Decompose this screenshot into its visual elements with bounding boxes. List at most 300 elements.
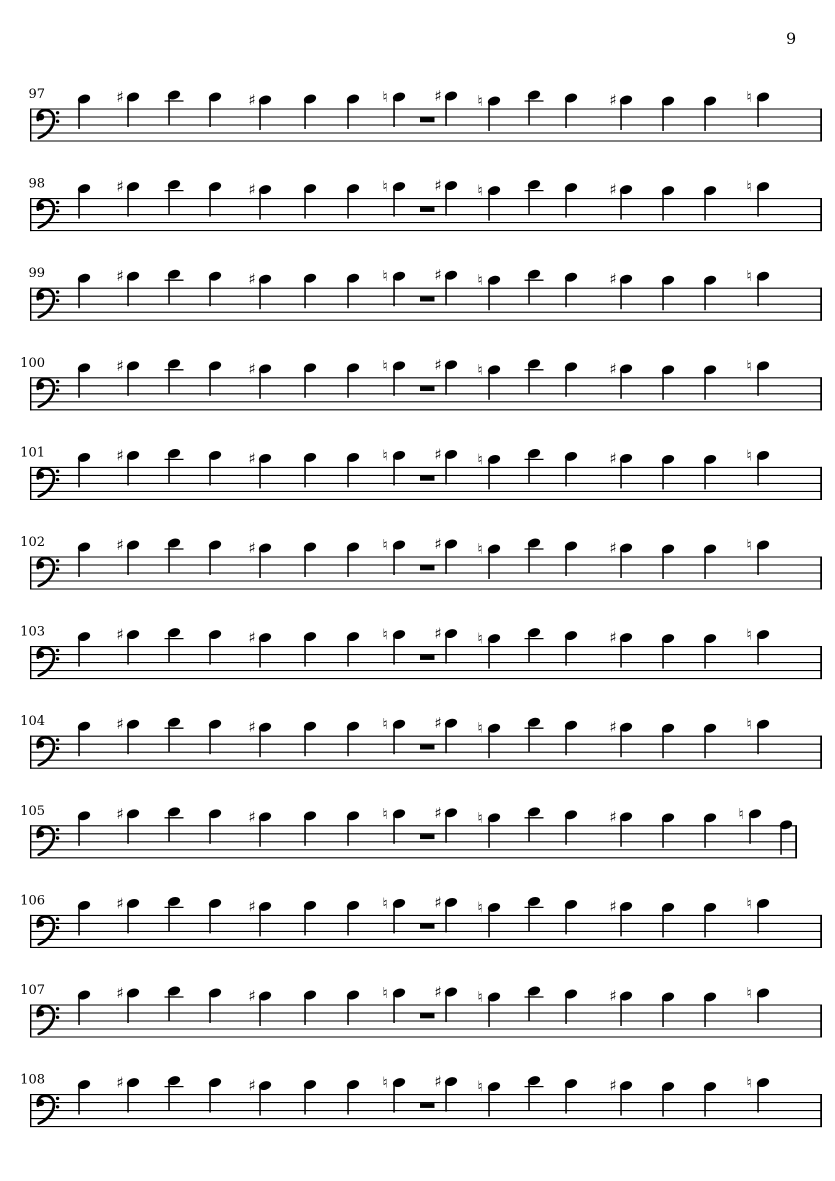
- bass-clef-icon: [37, 289, 59, 317]
- note-stem: [780, 825, 782, 855]
- barline-final: [820, 736, 822, 769]
- note-stem: [347, 457, 349, 487]
- note-stem: [78, 995, 80, 1025]
- natural-accidental-icon: ♮: [746, 536, 752, 554]
- measure-number: 99: [28, 266, 45, 282]
- bass-clef-blob: [37, 114, 44, 121]
- note-stem: [209, 635, 211, 665]
- sharp-accidental-icon: ♯: [248, 987, 256, 1005]
- sharp-accidental-icon: ♯: [434, 624, 442, 643]
- bass-clef-icon: [37, 200, 59, 228]
- note-stem: [304, 547, 306, 577]
- note-stem: [445, 813, 447, 843]
- note-stem: [259, 1086, 261, 1116]
- note-stem: [168, 185, 170, 215]
- note-stem: [168, 633, 170, 663]
- note-stem: [565, 98, 567, 128]
- barline-left: [30, 1005, 31, 1038]
- bass-clef-icon: [37, 110, 59, 138]
- sharp-accidental-icon: ♯: [248, 807, 256, 826]
- note-stem: [304, 189, 306, 219]
- note-stem: [528, 95, 530, 125]
- note-stem: [347, 99, 349, 129]
- note-stem: [347, 189, 349, 219]
- note-stem: [259, 458, 261, 488]
- note-stem: [528, 633, 530, 663]
- note-stem: [304, 368, 306, 398]
- note-stem: [78, 726, 80, 756]
- sharp-accidental-icon: ♯: [434, 535, 442, 553]
- whole-rest: [420, 476, 435, 481]
- note-stem: [704, 997, 706, 1027]
- note-stem: [393, 455, 395, 485]
- sharp-accidental-icon: ♯: [609, 449, 617, 468]
- sharp-accidental-icon: ♯: [609, 807, 617, 826]
- note-stem: [347, 726, 349, 756]
- sharp-accidental-icon: ♯: [609, 270, 617, 289]
- bass-clef-blob: [37, 741, 44, 748]
- sharp-accidental-icon: ♯: [248, 628, 256, 647]
- natural-accidental-icon: ♮: [746, 88, 752, 106]
- note-stem: [347, 637, 349, 667]
- bass-clef-blob: [37, 562, 44, 569]
- natural-accidental-icon: ♮: [477, 450, 483, 469]
- bass-clef-dot: [56, 201, 59, 204]
- note-stem: [528, 543, 530, 573]
- note-stem: [620, 1086, 622, 1116]
- note-stem: [704, 459, 706, 489]
- note-stem: [662, 1087, 664, 1117]
- sharp-accidental-icon: ♯: [609, 628, 617, 647]
- note-stem: [445, 634, 447, 664]
- note-stem: [749, 814, 751, 844]
- natural-accidental-icon: ♮: [746, 446, 752, 465]
- natural-accidental-icon: ♮: [382, 536, 388, 554]
- note-stem: [445, 275, 447, 305]
- note-stem: [347, 1085, 349, 1115]
- sharp-accidental-icon: ♯: [609, 359, 617, 378]
- note-stem: [757, 366, 759, 396]
- sharp-accidental-icon: ♯: [248, 270, 256, 289]
- note-stem: [488, 997, 490, 1027]
- note-stem: [393, 97, 395, 127]
- note-stem: [347, 995, 349, 1025]
- barline-left: [30, 467, 31, 500]
- barline-left: [30, 646, 31, 679]
- sharp-accidental-icon: ♯: [248, 180, 256, 199]
- sharp-accidental-icon: ♯: [434, 893, 442, 912]
- note-stem: [565, 636, 567, 666]
- note-stem: [209, 545, 211, 575]
- bass-clef-dot: [56, 470, 59, 473]
- measure-number: 98: [28, 176, 45, 192]
- natural-accidental-icon: ♮: [746, 356, 752, 375]
- sharp-accidental-icon: ♯: [116, 984, 124, 1002]
- natural-accidental-icon: ♮: [477, 271, 483, 290]
- note-stem: [209, 993, 211, 1023]
- staff-system-108: [20, 1073, 822, 1128]
- measure-number: 102: [20, 535, 45, 550]
- natural-accidental-icon: ♮: [382, 446, 388, 465]
- note-stem: [168, 812, 170, 842]
- sharp-accidental-icon: ♯: [609, 1076, 617, 1095]
- note-stem: [704, 191, 706, 221]
- note-stem: [488, 818, 490, 848]
- note-stem: [445, 723, 447, 753]
- note-stem: [445, 454, 447, 484]
- natural-accidental-icon: ♮: [746, 715, 752, 734]
- note-stem: [528, 453, 530, 483]
- note-stem: [445, 186, 447, 216]
- bass-clef-blob: [37, 382, 44, 389]
- sharp-accidental-icon: ♯: [609, 539, 617, 557]
- note-stem: [620, 996, 622, 1026]
- whole-rest: [420, 745, 435, 750]
- note-stem: [445, 1082, 447, 1112]
- sharp-accidental-icon: ♯: [248, 718, 256, 737]
- note-stem: [620, 906, 622, 936]
- note-stem: [757, 97, 759, 127]
- sharp-accidental-icon: ♯: [116, 804, 124, 823]
- bass-clef-dot: [56, 380, 59, 383]
- barline-left: [30, 736, 31, 769]
- note-stem: [168, 991, 170, 1021]
- note-stem: [78, 278, 80, 308]
- note-stem: [488, 907, 490, 937]
- staff-system-106: [20, 893, 822, 948]
- note-stem: [704, 101, 706, 131]
- barline-final: [820, 646, 822, 679]
- bass-clef-dot: [56, 290, 59, 293]
- note-stem: [757, 635, 759, 665]
- note-stem: [662, 997, 664, 1027]
- note-stem: [168, 722, 170, 752]
- measure-number: 101: [20, 445, 45, 461]
- note-stem: [620, 638, 622, 668]
- sharp-accidental-icon: ♯: [434, 983, 442, 1001]
- natural-accidental-icon: ♮: [746, 894, 752, 913]
- note-stem: [78, 189, 80, 219]
- natural-accidental-icon: ♮: [746, 1073, 752, 1092]
- bass-clef-dot: [56, 120, 59, 123]
- note-stem: [168, 95, 170, 125]
- bass-clef-dot: [56, 657, 59, 660]
- note-stem: [620, 727, 622, 757]
- bass-clef-blob: [37, 1099, 44, 1106]
- staff-system-104: [20, 714, 822, 769]
- staff-system-98: [28, 177, 822, 232]
- note-stem: [209, 724, 211, 754]
- note-stem: [528, 722, 530, 752]
- bass-clef-icon: [37, 1006, 59, 1034]
- sharp-accidental-icon: ♯: [434, 176, 442, 195]
- note-stem: [209, 1083, 211, 1113]
- natural-accidental-icon: ♮: [382, 88, 388, 106]
- bass-clef-dot: [56, 299, 59, 302]
- bass-clef-dot: [56, 1016, 59, 1019]
- note-stem: [168, 364, 170, 394]
- note-stem: [757, 276, 759, 306]
- note-stem: [528, 274, 530, 304]
- barline-final: [820, 377, 822, 410]
- whole-rest: [420, 386, 435, 391]
- natural-accidental-icon: ♮: [477, 360, 483, 379]
- note-stem: [488, 459, 490, 489]
- barline-final: [820, 467, 822, 500]
- bass-clef-dot: [56, 926, 59, 929]
- note-stem: [127, 903, 129, 933]
- natural-accidental-icon: ♮: [477, 808, 483, 827]
- barline-final: [820, 288, 822, 321]
- note-stem: [304, 726, 306, 756]
- natural-accidental-icon: ♮: [477, 719, 483, 738]
- natural-accidental-icon: ♮: [477, 629, 483, 648]
- natural-accidental-icon: ♮: [477, 898, 483, 917]
- note-stem: [704, 818, 706, 848]
- natural-accidental-icon: ♮: [738, 804, 744, 823]
- note-stem: [259, 548, 261, 578]
- sharp-accidental-icon: ♯: [434, 266, 442, 285]
- sharp-accidental-icon: ♯: [609, 180, 617, 199]
- natural-accidental-icon: ♮: [382, 804, 388, 823]
- note-stem: [209, 187, 211, 217]
- note-stem: [528, 901, 530, 931]
- note-stem: [565, 188, 567, 218]
- note-stem: [209, 814, 211, 844]
- note-stem: [127, 993, 129, 1023]
- natural-accidental-icon: ♮: [477, 540, 483, 558]
- natural-accidental-icon: ♮: [746, 625, 752, 644]
- note-stem: [757, 187, 759, 217]
- whole-rest: [420, 1103, 435, 1108]
- bass-clef-icon: [37, 737, 59, 765]
- note-stem: [662, 101, 664, 131]
- sharp-accidental-icon: ♯: [248, 539, 256, 557]
- note-stem: [488, 1087, 490, 1117]
- bass-clef-dot: [56, 388, 59, 391]
- sharp-accidental-icon: ♯: [116, 446, 124, 465]
- note-stem: [78, 99, 80, 129]
- note-stem: [209, 97, 211, 127]
- note-stem: [445, 902, 447, 932]
- note-stem: [565, 994, 567, 1024]
- note-stem: [445, 992, 447, 1022]
- barline-final: [820, 557, 822, 590]
- note-stem: [393, 545, 395, 575]
- note-stem: [127, 97, 129, 127]
- sharp-accidental-icon: ♯: [116, 625, 124, 644]
- natural-accidental-icon: ♮: [382, 625, 388, 644]
- note-stem: [209, 903, 211, 933]
- note-stem: [127, 724, 129, 754]
- note-stem: [565, 815, 567, 845]
- barline-left: [30, 288, 31, 321]
- note-stem: [127, 366, 129, 396]
- note-stem: [259, 906, 261, 936]
- note-stem: [662, 549, 664, 579]
- note-stem: [620, 279, 622, 309]
- sharp-accidental-icon: ♯: [434, 714, 442, 733]
- sharp-accidental-icon: ♯: [116, 88, 124, 106]
- note-stem: [620, 100, 622, 130]
- note-stem: [304, 905, 306, 935]
- note-stem: [704, 549, 706, 579]
- bass-clef-blob: [37, 472, 44, 479]
- barline-left: [30, 377, 31, 410]
- staff-system-107: [20, 983, 822, 1038]
- note-stem: [565, 456, 567, 486]
- sharp-accidental-icon: ♯: [434, 803, 442, 822]
- measure-number: 106: [20, 893, 45, 909]
- note-stem: [347, 905, 349, 935]
- staff-system-99: [28, 266, 822, 321]
- barline-final: [795, 825, 797, 858]
- whole-rest: [420, 207, 435, 212]
- bass-clef-dot: [56, 111, 59, 114]
- note-stem: [347, 547, 349, 577]
- note-stem: [259, 369, 261, 399]
- bass-clef-icon: [37, 558, 59, 586]
- note-stem: [757, 903, 759, 933]
- note-stem: [565, 1084, 567, 1114]
- note-stem: [704, 728, 706, 758]
- staff-system-100: [20, 356, 822, 411]
- note-stem: [620, 548, 622, 578]
- note-stem: [662, 907, 664, 937]
- whole-rest: [420, 924, 435, 929]
- sharp-accidental-icon: ♯: [116, 1073, 124, 1092]
- bass-clef-dot: [56, 1105, 59, 1108]
- staff-system-101: [20, 445, 822, 500]
- note-stem: [704, 639, 706, 669]
- note-stem: [620, 369, 622, 399]
- note-stem: [393, 903, 395, 933]
- whole-rest: [420, 566, 435, 571]
- note-stem: [259, 190, 261, 220]
- note-stem: [304, 995, 306, 1025]
- note-stem: [488, 101, 490, 131]
- note-stem: [209, 455, 211, 485]
- sharp-accidental-icon: ♯: [116, 356, 124, 375]
- sharp-accidental-icon: ♯: [609, 897, 617, 916]
- note-stem: [393, 366, 395, 396]
- bass-clef-icon: [37, 1096, 59, 1124]
- bass-clef-blob: [37, 203, 44, 210]
- note-stem: [620, 817, 622, 847]
- note-stem: [662, 728, 664, 758]
- note-stem: [209, 276, 211, 306]
- barline-left: [30, 557, 31, 590]
- staff-system-105: [20, 804, 797, 859]
- note-stem: [347, 816, 349, 846]
- sharp-accidental-icon: ♯: [434, 1072, 442, 1091]
- bass-clef-icon: [37, 469, 59, 497]
- staff-system-97: [28, 87, 822, 142]
- note-stem: [528, 812, 530, 842]
- note-stem: [304, 457, 306, 487]
- note-stem: [78, 816, 80, 846]
- natural-accidental-icon: ♮: [477, 92, 483, 110]
- note-stem: [565, 367, 567, 397]
- sharp-accidental-icon: ♯: [116, 536, 124, 554]
- bass-clef-dot: [56, 747, 59, 750]
- page-number: 9: [786, 29, 797, 48]
- natural-accidental-icon: ♮: [477, 1077, 483, 1096]
- measure-number: 103: [20, 624, 45, 640]
- note-stem: [304, 1085, 306, 1115]
- bass-clef-blob: [37, 1010, 44, 1017]
- natural-accidental-icon: ♮: [382, 984, 388, 1002]
- note-stem: [662, 191, 664, 221]
- note-stem: [127, 814, 129, 844]
- note-stem: [662, 818, 664, 848]
- note-stem: [168, 1081, 170, 1111]
- bass-clef-blob: [37, 651, 44, 658]
- bass-clef-blob: [37, 920, 44, 927]
- note-stem: [78, 547, 80, 577]
- bass-clef-dot: [56, 568, 59, 571]
- note-stem: [168, 453, 170, 483]
- barline-final: [820, 915, 822, 948]
- note-stem: [78, 1085, 80, 1115]
- whole-rest: [420, 297, 435, 302]
- note-stem: [445, 365, 447, 395]
- sharp-accidental-icon: ♯: [116, 894, 124, 913]
- staff-system-103: [20, 625, 822, 680]
- natural-accidental-icon: ♮: [382, 715, 388, 734]
- sharp-accidental-icon: ♯: [434, 355, 442, 374]
- natural-accidental-icon: ♮: [382, 894, 388, 913]
- note-stem: [662, 459, 664, 489]
- note-stem: [565, 725, 567, 755]
- note-stem: [488, 728, 490, 758]
- natural-accidental-icon: ♮: [382, 177, 388, 196]
- note-stem: [259, 100, 261, 130]
- sharp-accidental-icon: ♯: [609, 987, 617, 1005]
- note-stem: [565, 904, 567, 934]
- note-stem: [488, 370, 490, 400]
- natural-accidental-icon: ♮: [477, 988, 483, 1006]
- note-stem: [528, 991, 530, 1021]
- sharp-accidental-icon: ♯: [248, 1076, 256, 1095]
- note-stem: [304, 278, 306, 308]
- bass-clef-blob: [37, 830, 44, 837]
- barline-left: [30, 1094, 31, 1127]
- measure-number: 97: [28, 87, 45, 102]
- note-stem: [445, 96, 447, 126]
- measure-number: 100: [20, 355, 45, 371]
- note-stem: [488, 280, 490, 310]
- barline-final: [820, 1094, 822, 1127]
- bass-clef-dot: [56, 918, 59, 921]
- note-stem: [168, 901, 170, 931]
- barline-final: [820, 109, 822, 142]
- bass-clef-dot: [56, 738, 59, 741]
- note-stem: [757, 455, 759, 485]
- sharp-accidental-icon: ♯: [434, 87, 442, 105]
- note-stem: [259, 279, 261, 309]
- bass-clef-blob: [37, 293, 44, 300]
- bass-clef-dot: [56, 649, 59, 652]
- note-stem: [757, 1083, 759, 1113]
- note-stem: [445, 544, 447, 574]
- note-stem: [259, 817, 261, 847]
- note-stem: [528, 364, 530, 394]
- bass-clef-dot: [56, 1097, 59, 1100]
- sharp-accidental-icon: ♯: [116, 267, 124, 286]
- barline-final: [820, 1005, 822, 1038]
- measure-number: 108: [20, 1072, 45, 1088]
